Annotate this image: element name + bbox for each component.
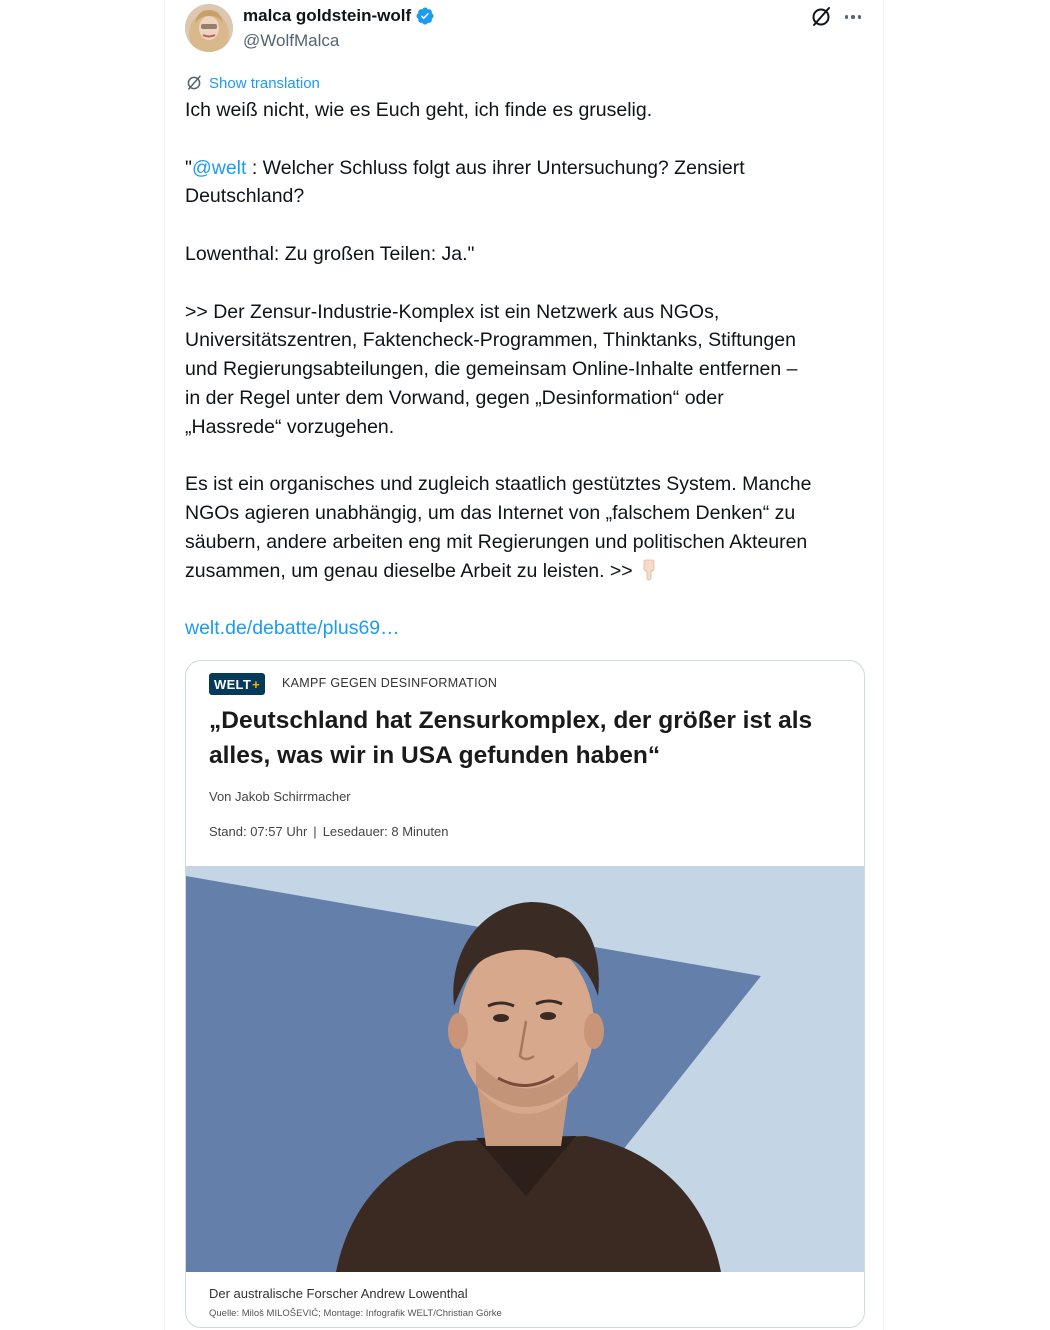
dot: [858, 15, 862, 19]
text-line: „Hassrede“ vorzugehen.: [185, 415, 395, 438]
show-translation-button[interactable]: [185, 74, 320, 92]
text-line: säubern, andere arbeiten eng mit Regierungen und politischen Akteuren: [185, 530, 808, 553]
text-line: [185, 614, 865, 643]
card-header: [186, 661, 864, 866]
link-preview-card[interactable]: [185, 660, 865, 1328]
logo-plus: +: [252, 676, 260, 692]
headline-line: alles, was wir in USA gefunden haben“: [209, 742, 661, 769]
profile-photo: [185, 4, 233, 52]
show-translation-label: Show translation: [209, 74, 320, 92]
portrait-photo: [186, 866, 865, 1272]
article-stand: Stand: 07:57 Uhr: [209, 824, 308, 839]
image-caption: Der australische Forscher Andrew Lowenthal: [209, 1286, 468, 1301]
article-link[interactable]: welt.de/debatte/plus69…: [185, 617, 400, 640]
text-line: [185, 154, 865, 183]
avatar[interactable]: [185, 4, 233, 52]
name-row: [243, 6, 435, 26]
text-line: NGOs agieren unabhängig, um das Internet von „falschem Denken“ zu: [185, 502, 796, 525]
quote-open: ": [185, 156, 192, 179]
text-line: Deutschland?: [185, 185, 305, 208]
text-line: und Regierungsabteilungen, die gemeinsam Online-Inhalte entfernen –: [185, 358, 798, 381]
more-dots-icon[interactable]: [841, 5, 865, 29]
text-line: Es ist ein organisches und zugleich staatlich gestütztes System. Manche: [185, 473, 812, 496]
meta-separator: |: [313, 824, 317, 839]
image-credit: Quelle: Miloš MILOŠEVIĆ; Montage: Infografik WELT/Christian Görke: [209, 1308, 502, 1319]
mention-link[interactable]: @welt: [191, 156, 247, 179]
article-image: [186, 866, 865, 1272]
dot: [851, 15, 855, 19]
welt-logo: [209, 673, 265, 695]
headline-line: „Deutschland hat Zensurkomplex, der größer ist als: [209, 707, 813, 734]
article-meta: [209, 824, 448, 839]
text-span: zusammen, um genau dieselbe Arbeit zu leisten. >>: [185, 559, 633, 582]
text-line: [185, 557, 865, 586]
logo-text: WELT: [214, 676, 252, 692]
article-byline: Von Jakob Schirrmacher: [209, 789, 351, 804]
text-span: : Welcher Schluss folgt aus ihrer Untersuchung? Zensiert: [246, 156, 745, 179]
text-line: Universitätszentren, Faktencheck-Programmen, Thinktanks, Stiftungen: [185, 329, 796, 352]
text-line: Lowenthal: Zu großen Teilen: Ja.": [185, 242, 475, 265]
tweet-text: [185, 96, 865, 643]
pointing-down-hand-emoji: [637, 558, 661, 582]
card-footer: [186, 1272, 865, 1328]
dot: [845, 15, 849, 19]
article-read-time: Lesedauer: 8 Minuten: [322, 824, 449, 839]
text-line: Ich weiß nicht, wie es Euch geht, ich finde es gruselig.: [185, 99, 653, 121]
display-name[interactable]: malca goldstein-wolf: [243, 6, 412, 25]
text-line: in der Regel unter dem Vorwand, gegen „Desinformation“ oder: [185, 386, 724, 409]
article-kicker: KAMPF GEGEN DESINFORMATION: [282, 676, 498, 690]
article-headline: [209, 703, 849, 773]
tweet: [164, 0, 884, 1330]
text-line: >> Der Zensur-Industrie-Komplex ist ein Netzwerk aus NGOs,: [185, 300, 720, 323]
grok-icon[interactable]: [809, 5, 833, 29]
translate-icon: [185, 74, 203, 92]
handle[interactable]: @WolfMalca: [243, 31, 340, 50]
verified-badge-icon: [415, 6, 435, 26]
